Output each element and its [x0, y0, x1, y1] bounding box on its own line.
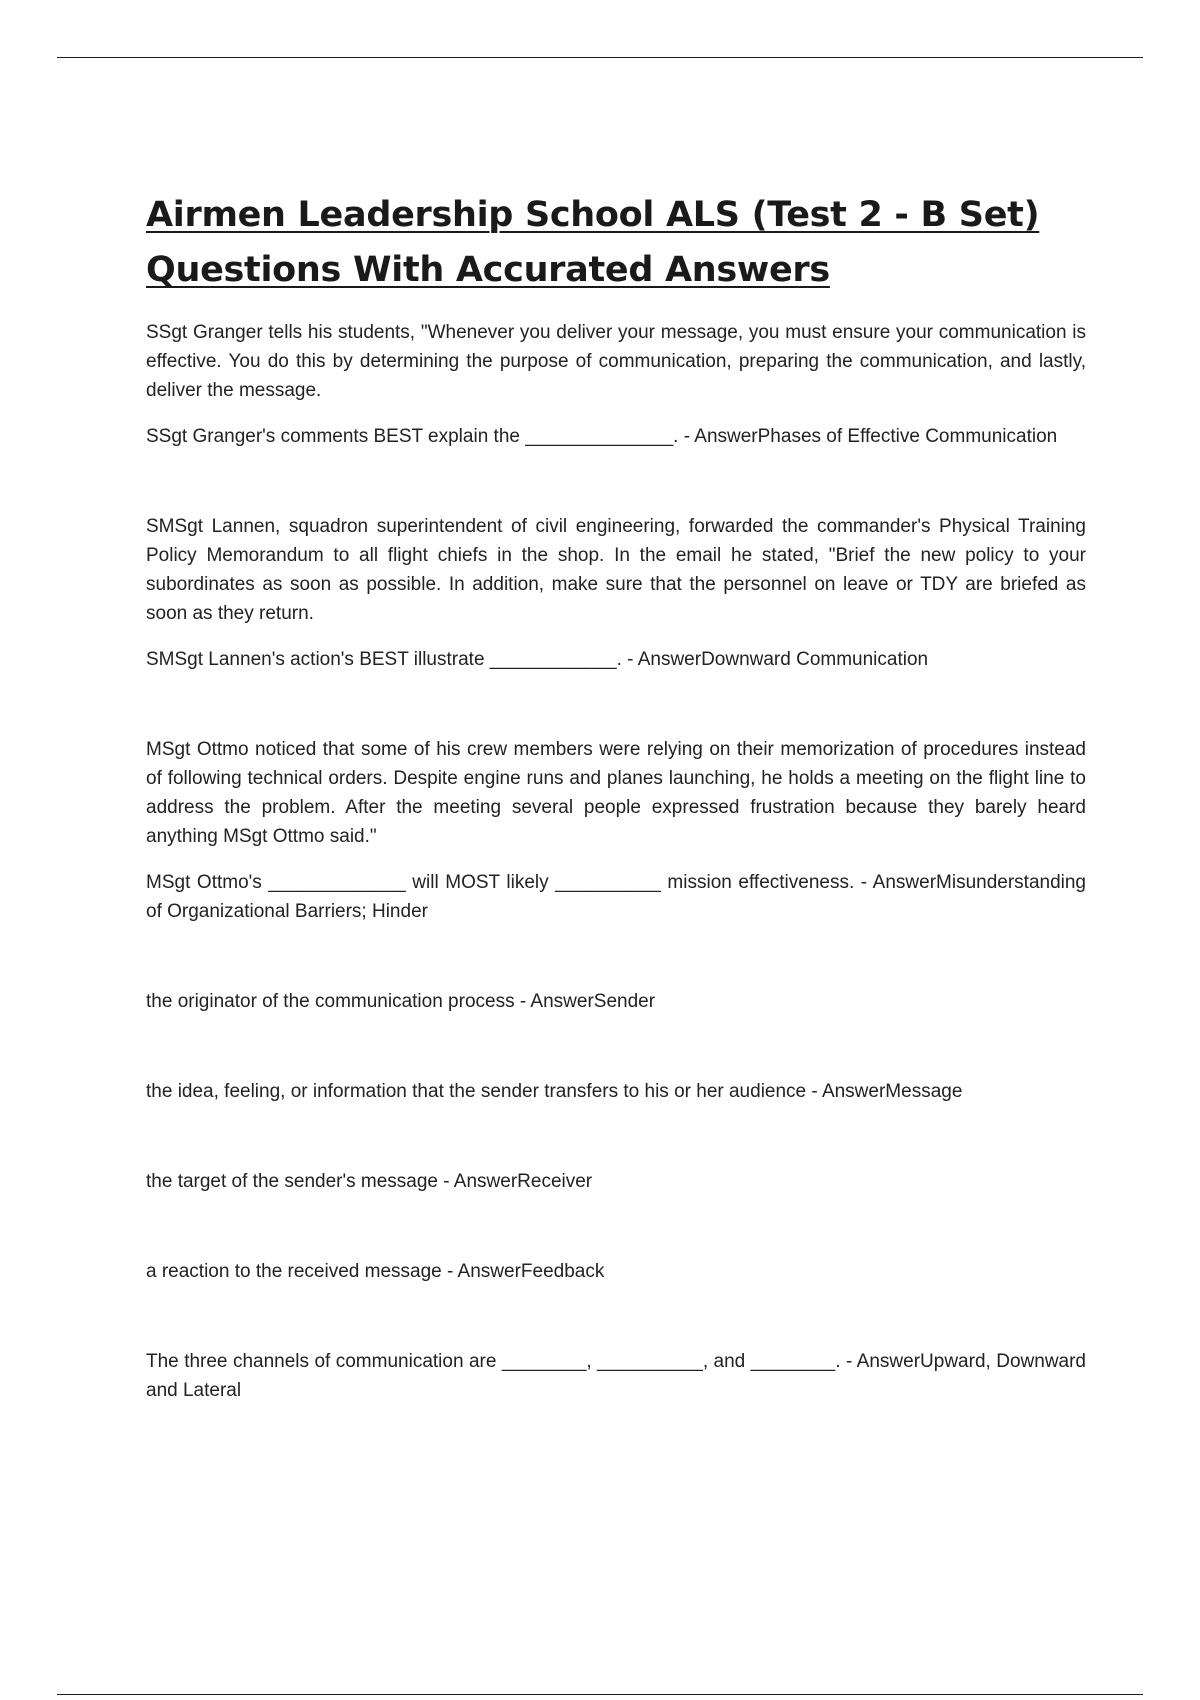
question-answer-text: the idea, feeling, or information that the sender transfers to his or her audience - AnswerMessage [146, 1081, 963, 1102]
qa-item [146, 1347, 1086, 1405]
question-answer-text: SSgt Granger's comments BEST explain the ______________. - AnswerPhases of Effective Communication [146, 426, 1058, 447]
question-answer-text: the originator of the communication process - AnswerSender [146, 991, 656, 1012]
question-answer-text: The three channels of communication are ________, __________, and ________. - AnswerUpward, Downward and Lateral [146, 1351, 1086, 1401]
qa-item [146, 1167, 1086, 1196]
qa-item [146, 1257, 1086, 1286]
scenario-text: MSgt Ottmo noticed that some of his crew members were relying on their memorization of procedures instead of following technical orders. Despite engine runs and planes launching, he holds a meeting on the flight line to address the problem. After the meeting several people expressed frustration because they barely heard anything MSgt Ottmo said." [146, 739, 1086, 847]
bottom-divider [57, 1694, 1143, 1695]
question-answer-text: MSgt Ottmo's _____________ will MOST likely __________ mission effectiveness. - AnswerMisunderstanding of Organizational Barriers; Hinder [146, 872, 1086, 922]
question-answer-text: the target of the sender's message - AnswerReceiver [146, 1171, 593, 1192]
qa-list [146, 318, 1086, 1405]
qa-item [146, 318, 1086, 451]
qa-item [146, 1077, 1086, 1106]
document-body [146, 188, 1086, 1405]
qa-item [146, 735, 1086, 926]
document-title: Airmen Leadership School ALS (Test 2 - B Set) Questions With Accurated Answers [146, 195, 1040, 290]
scenario-text: SMSgt Lannen, squadron superintendent of civil engineering, forwarded the commander's Physical Training Policy Memorandum to all flight chiefs in the shop. In the email he stated, "Brief the new policy to your subordinates as soon as possible. In addition, make sure that the personnel on leave or TDY are briefed as soon as they return. [146, 516, 1086, 624]
scenario-text: SSgt Granger tells his students, "Whenever you deliver your message, you must ensure your communication is effective. You do this by determining the purpose of communication, preparing the communication, and lastly, deliver the message. [146, 322, 1086, 401]
qa-item [146, 512, 1086, 674]
question-answer-text: a reaction to the received message - AnswerFeedback [146, 1261, 605, 1282]
qa-item [146, 987, 1086, 1016]
top-divider [57, 57, 1143, 58]
question-answer-text: SMSgt Lannen's action's BEST illustrate ____________. - AnswerDownward Communication [146, 649, 929, 670]
